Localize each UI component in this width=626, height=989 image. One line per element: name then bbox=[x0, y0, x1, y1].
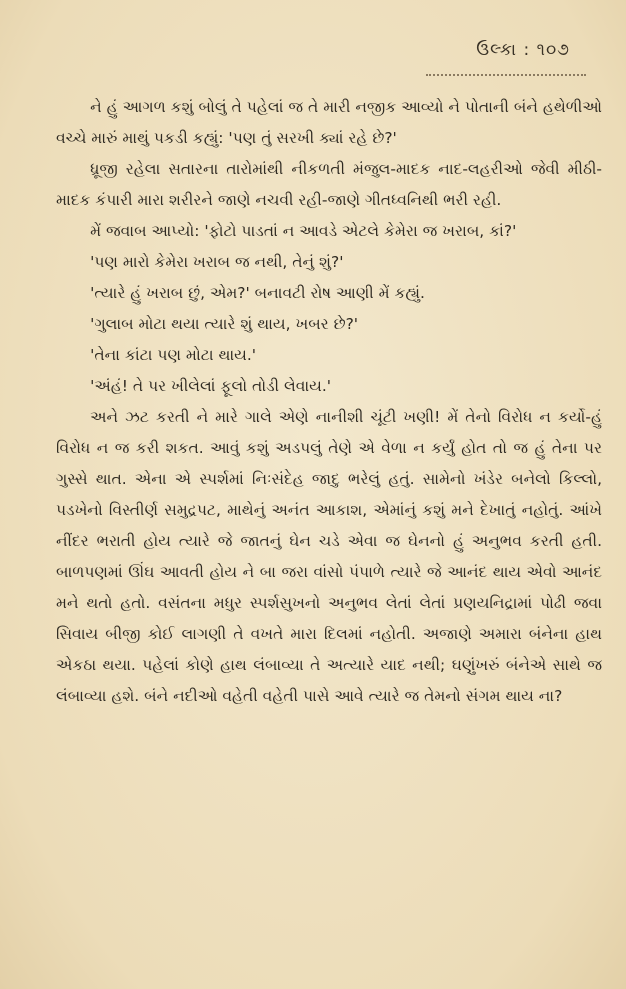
running-header: ઉલ્કા : ૧૦૭ bbox=[476, 40, 570, 60]
paragraph: ધ્રૂજી રહેલા સતારના તારોમાંથી નીકળતી મંજુલ-માદક નાદ-લહરીઓ જેવી મીઠી-માદક કંપારી મારા શરીરને જાણે નચવી રહી-જાણે ગીતધ્વનિથી ભરી રહી. bbox=[56, 160, 602, 209]
paragraph: અને ઝટ કરતી ને મારે ગાલે એણે નાનીશી ચૂંટી ખણી! મેં તેનો વિરોધ ન કર્યો-હું વિરોધ ન જ કરી શકત. આવું કશું અડપલું તેણે એ વેળા ન કર્યું હોત તો જ હું તેના પર ગુસ્સે થાત. એના એ સ્પર્શમાં નિઃસંદેહ જાદુ ભરેલું હતું. સામેનો ખંડેર બનેલો કિલ્લો, પડખેનો વિસ્તીર્ણ સમુદ્રપટ, માથેનું અનંત આકાશ, એમાંનું કશું મને દેખાતું નહોતું. આંખે નીંદર ભરાતી હોય ત્યારે જે જાતનું ઘેન ચડે એવા જ ઘેનનો હું અનુભવ કરતી હતી. બાળપણમાં ઊંઘ આવતી હોય ને બા જરા વાંસો પંપાળે ત્યારે જે આનંદ થાય એવો આનંદ મને થતો હતો. વસંતના મધુર સ્પર્શસુખનો અનુભવ લેતાં લેતાં પ્રણયનિદ્રામાં પોઢી જવા સિવાય બીજી કોઈ લાગણી તે વખતે મારા દિલમાં નહોતી. અજાણે અમારા બંનેના હાથ એકઠા થયા. પહેલાં કોણે હાથ લંબાવ્યા તે અત્યારે યાદ નથી; ઘણુંખરું બંનેએ સાથે જ લંબાવ્યા હશે. બંને નદીઓ વહેતી વહેતી પાસે આવે ત્યારે જ તેમનો સંગમ થાય ના? bbox=[56, 408, 602, 705]
dialogue-line: 'ગુલાબ મોટા થયા ત્યારે શું થાય, ખબર છે?' bbox=[90, 315, 359, 333]
dialogue-line: 'ત્યારે હું ખરાબ છું, એમ?' બનાવટી રોષ આણી મેં કહ્યું. bbox=[90, 284, 425, 302]
paragraph: ને હું આગળ કશું બોલું તે પહેલાં જ તે મારી નજીક આવ્યો ને પોતાની બંને હથેળીઓ વચ્ચે મારું માથું પકડી કહ્યું: 'પણ તું સરખી ક્યાં રહે છે?' bbox=[56, 98, 602, 147]
body-text bbox=[56, 92, 602, 712]
dialogue-line: 'અંહં! તે પર ખીલેલાં ફૂલો તોડી લેવાય.' bbox=[90, 377, 332, 395]
header-rule bbox=[426, 68, 586, 76]
dialogue-line: 'તેના કાંટા પણ મોટા થાય.' bbox=[90, 346, 257, 364]
paragraph: મેં જવાબ આપ્યો: 'ફોટો પાડતાં ન આવડે એટલે કેમેરા જ ખરાબ, કાં?' bbox=[90, 222, 517, 240]
dialogue-line: 'પણ મારો કેમેરા ખરાબ જ નથી, તેનું શું?' bbox=[90, 253, 344, 271]
